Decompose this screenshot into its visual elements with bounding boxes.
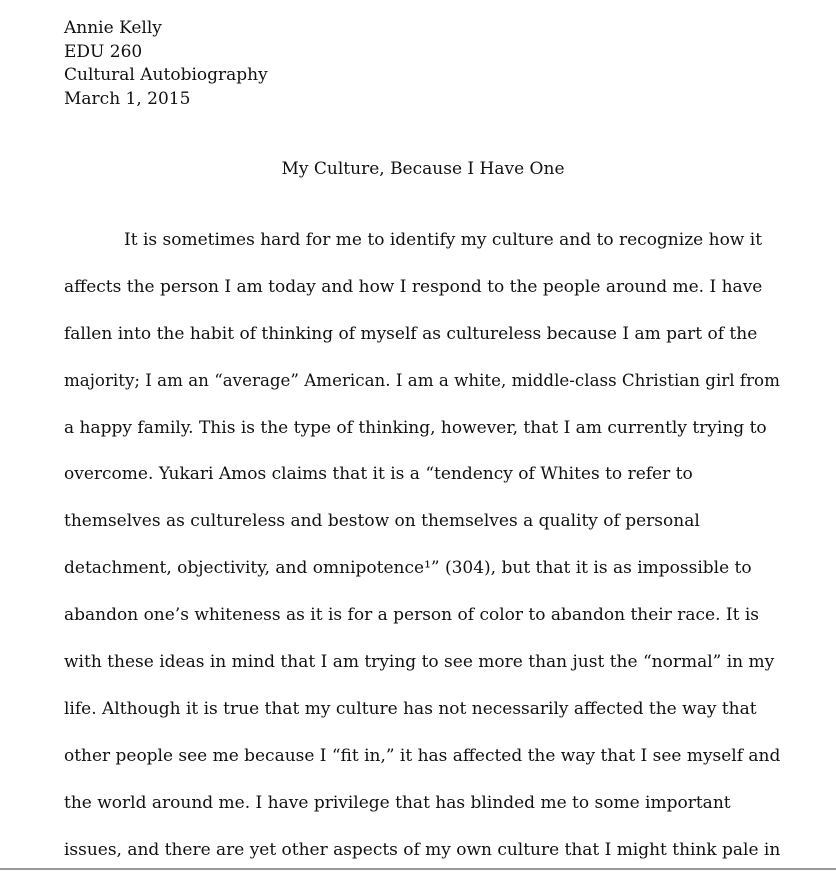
body-line: detachment, objectivity, and omnipotence¹” (304), but that it is as impossible to [64,558,752,578]
body-line: issues, and there are yet other aspects of my own culture that I might think pale in [64,840,781,860]
body-line: majority; I am an “average” American. I am a white, middle-class Christian girl from [64,371,780,391]
body-line: life. Although it is true that my culture has not necessarily affected the way that [64,699,757,719]
assignment-name: Cultural Autobiography [64,65,268,85]
body-line: affects the person I am today and how I respond to the people around me. I have [64,277,763,297]
body-line: abandon one’s whiteness as it is for a person of color to abandon their race. It is [64,605,760,625]
document-title: My Culture, Because I Have One [281,159,565,179]
body-line: the world around me. I have privilege that has blinded me to some important [64,793,731,813]
heading-block [64,17,268,111]
body-line: with these ideas in mind that I am trying to see more than just the “normal” in my [64,652,775,672]
body-line: other people see me because I “fit in,” it has affected the way that I see myself and [64,746,781,766]
body-line: themselves as cultureless and bestow on themselves a quality of personal [64,511,700,531]
body-line: a happy family. This is the type of thinking, however, that I am currently trying to [64,418,767,438]
page-bottom-divider [0,868,836,870]
body-line: fallen into the habit of thinking of myself as cultureless because I am part of the [64,324,758,344]
author-name: Annie Kelly [64,18,162,38]
document-date: March 1, 2015 [64,88,191,109]
body-line: overcome. Yukari Amos claims that it is a “tendency of Whites to refer to [64,464,693,484]
course-code: EDU 260 [64,41,143,62]
body-line: It is sometimes hard for me to identify my culture and to recognize how it [124,230,763,250]
